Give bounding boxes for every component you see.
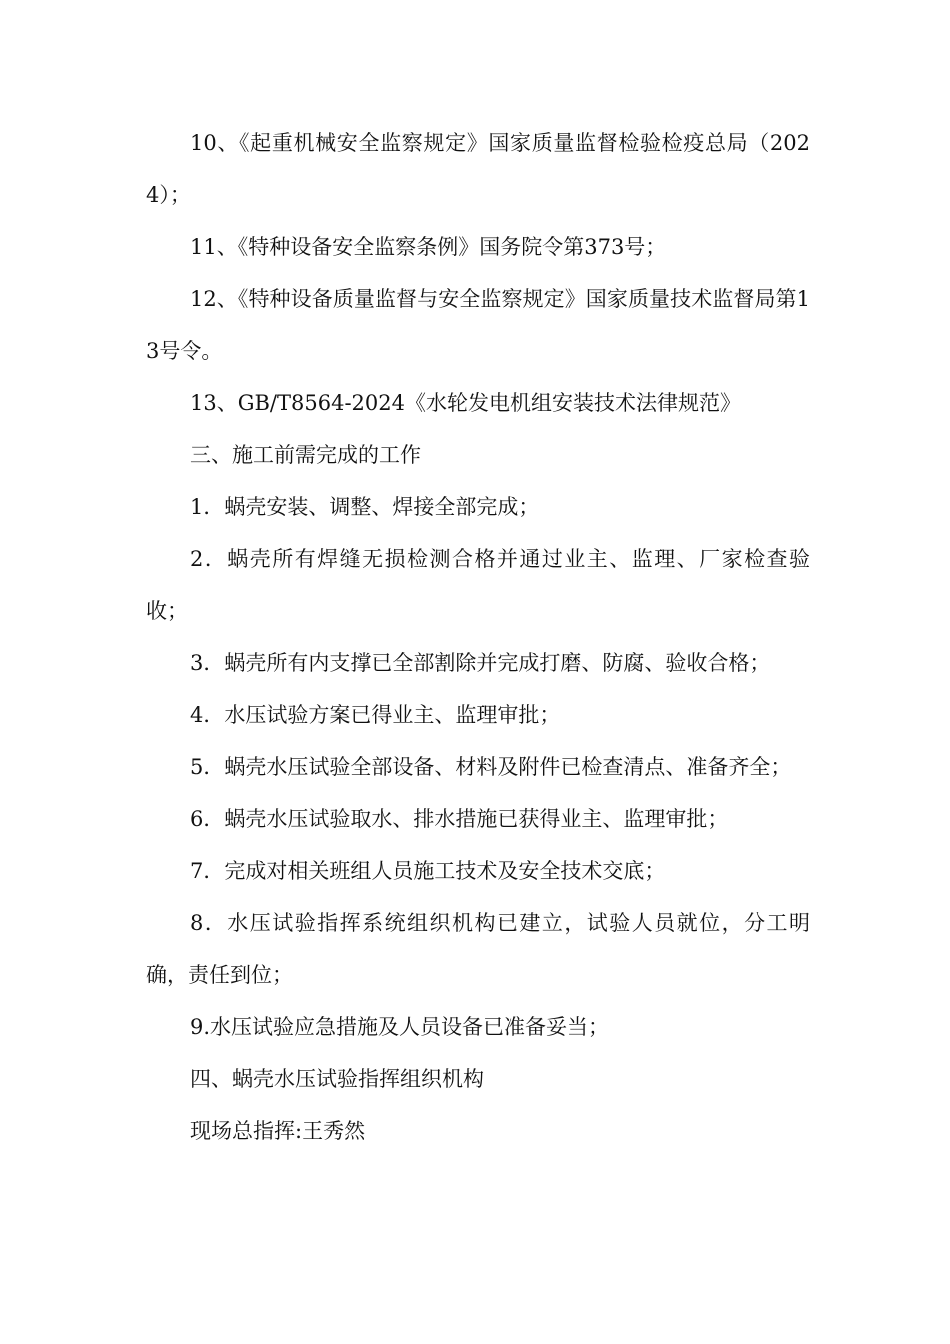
paragraph-standard-13: 13、GB/T8564-2024《水轮发电机组安装技术法律规范》: [190, 391, 741, 415]
list-item-1: 1．蜗壳安装、调整、焊接全部完成；: [190, 495, 540, 519]
list-item-6: 6．蜗壳水压试验取水、排水措施已获得业主、监理审批；: [190, 807, 729, 831]
site-commander-line: 现场总指挥:王秀然: [190, 1119, 366, 1143]
paragraph-standard-11: 11、《特种设备安全监察条例》国务院令第373号；: [190, 235, 667, 259]
paragraph-standard-10: 10、《起重机械安全监察规定》国家质量监督检验检疫总局（2024）；: [146, 131, 810, 207]
paragraph-standard-12: 12、《特种设备质量监督与安全监察规定》国家质量技术监督局第13号令。: [146, 287, 810, 363]
section-heading-3: 三、施工前需完成的工作: [190, 443, 421, 467]
list-item-4: 4．水压试验方案已得业主、监理审批；: [190, 703, 561, 727]
list-item-2: 2．蜗壳所有焊缝无损检测合格并通过业主、监理、厂家检查验收；: [146, 547, 810, 623]
section-heading-4: 四、蜗壳水压试验指挥组织机构: [190, 1067, 484, 1091]
list-item-7: 7．完成对相关班组人员施工技术及安全技术交底；: [190, 859, 666, 883]
list-item-5: 5．蜗壳水压试验全部设备、材料及附件已检查清点、准备齐全；: [190, 755, 792, 779]
list-item-8: 8．水压试验指挥系统组织机构已建立，试验人员就位，分工明确，责任到位；: [146, 911, 810, 987]
list-item-9: 9.水压试验应急措施及人员设备已准备妥当；: [190, 1015, 610, 1039]
list-item-3: 3．蜗壳所有内支撑已全部割除并完成打磨、防腐、验收合格；: [190, 651, 771, 675]
